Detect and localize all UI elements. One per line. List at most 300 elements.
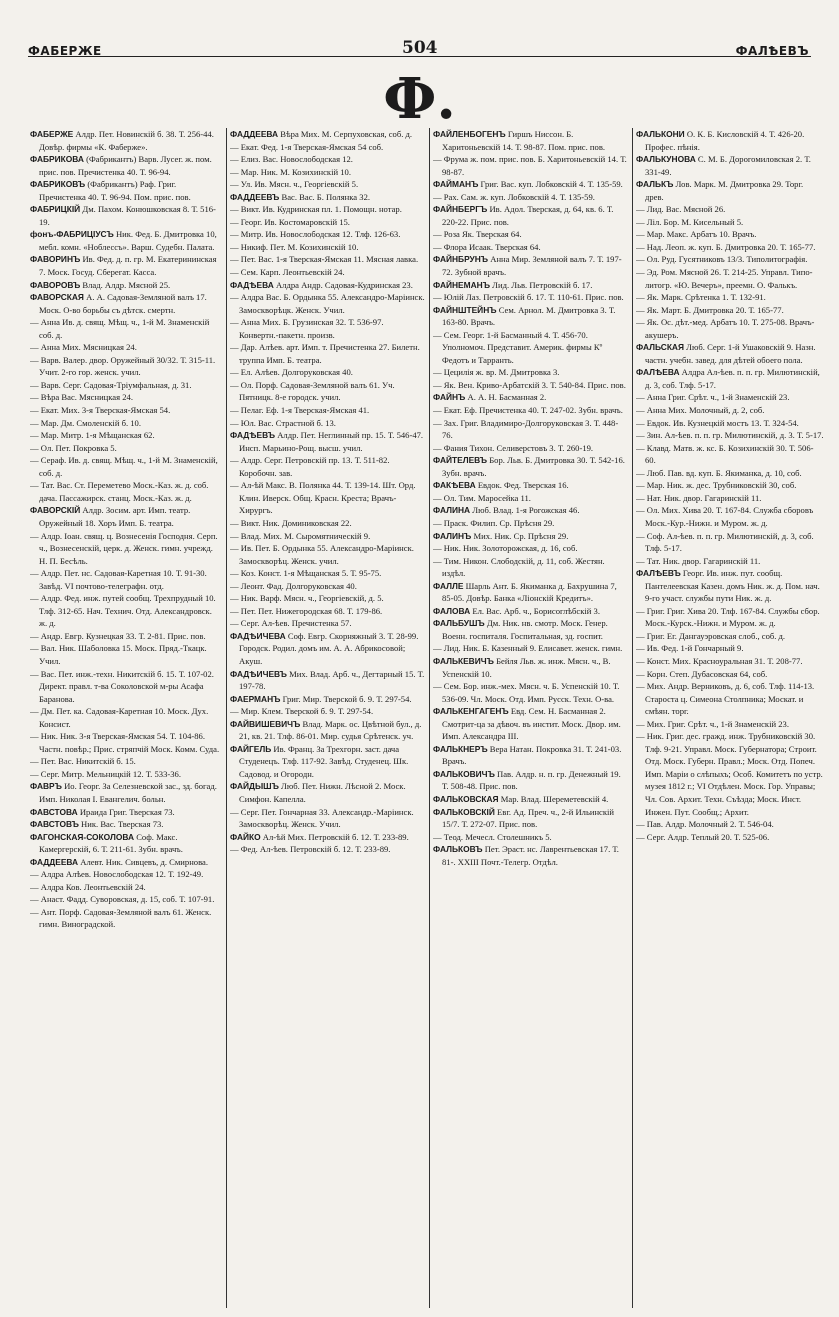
directory-entry: [636, 567, 824, 605]
directory-entry: [433, 291, 628, 304]
entry-details: — Екат. Еф. Пречистенка 40. Т. 247-02. Зубн. врачъ.: [433, 405, 623, 416]
entry-details: — Вал. Ник. Шаболовка 15. Моск. Пряд.-Ткацк. Учил.: [30, 643, 207, 666]
entry-details: — Вѣра Вас. Мясницкая 24.: [30, 392, 133, 403]
directory-entry: [433, 504, 628, 517]
directory-entry: [636, 304, 824, 317]
directory-entry: [433, 530, 628, 543]
directory-entry: [30, 705, 222, 730]
directory-entry: [30, 906, 222, 931]
directory-entry: [433, 555, 628, 580]
entry-details: — Леонт. Фад. Долгоруковская 40.: [230, 580, 357, 591]
directory-entry: [30, 279, 222, 292]
directory-entry: [636, 228, 824, 241]
directory-entry: [433, 228, 628, 241]
directory-entry: [433, 705, 628, 743]
entry-details: — Юл. Вас. Страстной б. 13.: [230, 417, 336, 428]
directory-entry: [230, 166, 425, 179]
directory-entry: [230, 291, 425, 316]
directory-entry: [636, 642, 824, 655]
entry-surname: ФАЙМАНЪ: [433, 179, 479, 190]
entry-details: Анна Мир. Земляной валъ 7. Т. 197-72. Зубной врачъ.: [442, 254, 622, 278]
entry-surname: ФАБРИЦКІЙ: [30, 204, 81, 215]
entry-details: Ио. Георг. За Селезневской зас., зд. богад. Имп. Николая I. Евангелич. больн.: [39, 781, 217, 804]
running-head-right: ФАЛѢЕВЪ: [735, 44, 809, 58]
directory-entry: [433, 454, 628, 479]
entry-details: Соф. Евгр. Скорняжный 3. Т. 28-99. Городск. Родил. домъ им. А. А. Абрикосовой; Акуш.: [239, 630, 419, 666]
directory-entry: [636, 417, 824, 430]
entry-details: — Евдок. Ив. Кузнецкій мостъ 13. Т. 324-54.: [636, 417, 799, 428]
directory-entry: [230, 429, 425, 454]
directory-entry: [30, 253, 222, 278]
entry-surname: ФАЙНЕМАНЪ: [433, 279, 490, 290]
entry-surname: ФАЛЬКЕВИЧЪ: [433, 655, 494, 666]
entry-details: — Варв. Валер. двор. Оружейный 30/32. Т. 315-11. Учит. 2-го гор. женск. учил.: [30, 354, 216, 378]
directory-entry: [433, 203, 628, 228]
directory-entry: [230, 743, 425, 781]
directory-entry: [433, 279, 628, 292]
directory-entry: [30, 379, 222, 392]
directory-entry: [230, 592, 425, 605]
directory-entry: [636, 253, 824, 266]
entry-details: Мар. Влад. Шереметевскій 4.: [500, 793, 609, 804]
directory-entry: [230, 216, 425, 229]
directory-entry: [433, 479, 628, 492]
directory-entry: [30, 454, 222, 479]
entry-details: — Алдра Алѣев. Новослободская 12. Т. 192-49.: [30, 869, 204, 880]
entry-details: — Роза Як. Тверская 64.: [433, 229, 522, 240]
entry-details: Лов. Марк. М. Дмитровка 29. Торг. древ.: [645, 179, 804, 202]
directory-entry: [30, 128, 222, 153]
entry-details: А. А. Садовая-Земляной валъ 17. Моск. О-во борьбы съ дѣтск. смертн.: [39, 292, 207, 315]
entry-surname: ФАВОРСКАЯ: [30, 292, 84, 303]
entry-details: — Викт. Ник. Доминиковская 22.: [230, 517, 352, 528]
page-header: [0, 34, 839, 56]
entry-surname: ФАЛЬКНЕРЪ: [433, 743, 488, 754]
directory-entry: [433, 793, 628, 806]
directory-entry: [433, 442, 628, 455]
entry-details: О. К. Б. Кисловскій 4. Т. 426-20. Профес. пѣнія.: [645, 129, 805, 152]
entry-details: — Мар. Ник. ж. дес. Трубниковскій 30, соб.: [636, 480, 797, 491]
directory-entry: [636, 203, 824, 216]
entry-surname: ФАДДЕЕВА: [30, 856, 79, 867]
entry-details: — Праск. Филип. Ср. Прѣсня 29.: [433, 517, 555, 528]
directory-entry: [636, 630, 824, 643]
entry-details: Мих. Влад. Арб. ч., Дегтарный 15. Т. 197-78.: [239, 668, 425, 692]
directory-entry: [230, 668, 425, 693]
directory-entry: [636, 718, 824, 731]
directory-entry: [30, 354, 222, 379]
entry-surname: ФАЙГЕЛЬ: [230, 743, 272, 754]
directory-entry: [230, 580, 425, 593]
entry-surname: ФАВОРИНЪ: [30, 254, 81, 265]
entry-details: Люб. Пет. Нижн. Лѣсной 2. Моск. Симфон. Капелла.: [239, 781, 406, 804]
directory-entry: [30, 630, 222, 643]
entry-details: — Григ. Ег. Дангауэровская слоб., соб. д.: [636, 630, 786, 641]
entry-surname: ФАДДЕЕВА: [230, 129, 279, 139]
directory-entry: [30, 567, 222, 592]
directory-entry: [230, 379, 425, 404]
directory-entry: [636, 831, 824, 844]
directory-entry: [230, 266, 425, 279]
directory-entry: [636, 442, 824, 467]
entry-details: — Пав. Алдр. Молочный 2. Т. 546-04.: [636, 819, 774, 830]
directory-entry: [636, 429, 824, 442]
directory-entry: [636, 316, 824, 341]
entry-details: Соф. Макс. Камергерскій, 6. Т. 211-61. Зубн. врачъ.: [39, 831, 183, 855]
directory-entry: [433, 492, 628, 505]
directory-entry: [30, 530, 222, 568]
column-2: [230, 128, 425, 1303]
entry-details: — Анна Мих. Мясницкая 24.: [30, 342, 137, 353]
entry-details: Бейля Льв. ж. инж. Мясн. ч., В. Успенскій 10.: [442, 655, 611, 679]
directory-entry: [230, 605, 425, 618]
entry-details: Влад. Алдр. Мясной 25.: [82, 279, 171, 290]
directory-entry: [433, 806, 628, 831]
entry-details: — Ник. Ник. 3-я Тверская-Ямская 54. Т. 104-86. Частн. повѣр.; Прис. стряпчій Моск. Комм. Суда.: [30, 731, 220, 754]
entry-surname: ФАЕРМАНЪ: [230, 693, 281, 704]
entry-details: — Ол. Тим. Маросейка 11.: [433, 492, 531, 503]
directory-entry: [230, 806, 425, 831]
entry-details: — Екат. Мих. 3-я Тверская-Ямская 54.: [30, 405, 171, 416]
directory-entry: [636, 680, 824, 718]
entry-details: — Георг. Ив. Костомаровскій 15.: [230, 216, 350, 227]
entry-details: — Як. Марк. Срѣтенка 1. Т. 132-91.: [636, 292, 766, 303]
entry-details: — Теод. Мечесл. Столешникъ 5.: [433, 831, 552, 842]
entry-details: — Ул. Ив. Мясн. ч., Георгіевскій 5.: [230, 179, 359, 190]
entry-details: — Ол. Мих. Хива 20. Т. 167-84. Служба сборовъ Моск.-Кур.-Нижн. и Муром. ж. д.: [636, 505, 814, 528]
entry-surname: ФАЛЬКОНИ: [636, 129, 685, 139]
directory-entry: [30, 755, 222, 768]
directory-entry: [30, 881, 222, 894]
entry-details: — Ант. Порф. Садовая-Земляной валъ 61. Женск. гимн. Виноградской.: [30, 906, 212, 930]
directory-entry: [433, 680, 628, 705]
entry-details: Вера Натан. Покровка 31. Т. 241-03. Врачъ.: [442, 743, 622, 767]
entry-details: — Як. Март. Б. Дмитровка 20. Т. 165-77.: [636, 304, 784, 315]
entry-surname: ФАЙЛЕНБОГЕНЪ: [433, 129, 506, 139]
entry-details: Алдра Ал-ѣев. п. п. гр. Милютинскій, д. 3, соб. Тлф. 5-17.: [645, 367, 820, 390]
directory-entry: [30, 404, 222, 417]
directory-entry: [636, 655, 824, 668]
directory-entry: [230, 241, 425, 254]
entry-details: — Анна Ив. д. свящ. Мѣщ. ч., 1-й М. Знаменскій соб. д.: [30, 317, 210, 340]
entry-details: — Эд. Ром. Мясной 26. Т. 214-25. Управл. Типо-литогр. «Ю. Вечеръ», преемн. О. Фалькъ.: [636, 267, 813, 290]
directory-entry: [230, 530, 425, 543]
directory-entry: [230, 542, 425, 567]
entry-details: — Сераф. Ив. д. свящ. Мѣщ. ч., 1-й М. Знаменскій, соб. д.: [30, 455, 218, 478]
entry-surname: ФАВСТОВЪ: [30, 819, 79, 830]
entry-surname: ФАЛЬКОВСКАЯ: [433, 793, 499, 804]
entry-surname: ФАЛЬКОВЪ: [433, 844, 483, 855]
directory-entry: [636, 216, 824, 229]
directory-entry: [230, 203, 425, 216]
directory-entry: [30, 818, 222, 831]
directory-entry: [230, 617, 425, 630]
entry-surname: ФАЛИНА: [433, 505, 471, 516]
entry-details: Ал-ѣй Мих. Петровскій б. 12. Т. 233-89.: [262, 831, 409, 842]
entry-surname: ФАЙДЫШЪ: [230, 781, 279, 792]
directory-entry: [433, 655, 628, 680]
entry-details: — Серг. Ал-ѣев. Пречистенка 57.: [230, 618, 352, 629]
entry-details: — Ник. Ник. Золоторожская, д. 16, соб.: [433, 543, 578, 554]
entry-details: — Ол. Руд. Гусятниковъ 13/3. Типолитографія.: [636, 254, 808, 265]
entry-surname: ФАДѢЕВА: [230, 279, 274, 290]
entry-details: Лид. Льв. Петровскій б. 17.: [492, 279, 593, 290]
directory-entry: [636, 341, 824, 366]
entry-surname: ФАЛЬКОВСКІЙ: [433, 806, 495, 817]
entry-surname: ФАБЕРЖЕ: [30, 129, 74, 139]
entry-details: — Алдр. Іоан. свящ. ц. Вознесенія Господня. Серп. ч., Вознесенскій, церк. д. Женск. гимн. учрежд. Н. П. Бесѣль.: [30, 530, 218, 566]
entry-details: — Пет. Вас. 1-я Тверская-Ямская 11. Мясная лавка.: [230, 254, 419, 265]
directory-entry: [433, 580, 628, 605]
directory-entry: [636, 391, 824, 404]
entry-details: — Алдра Ков. Леонтьевскій 24.: [30, 881, 146, 892]
entry-details: — Григ. Григ. Хива 20. Тлф. 167-84. Службы сбор. Моск.-Курск.-Нижн. и Муром. ж. д.: [636, 605, 820, 629]
entry-details: Дм. Ник. нв. смотр. Моск. Генер. Военн. госпиталя. Госпитальная, зд. госпит.: [442, 618, 608, 641]
entry-details: — Варв. Серг. Садовая-Тріумфальная, д. 31.: [30, 379, 192, 390]
entry-details: — Цецилія ж. вр. М. Дмитровка 3.: [433, 367, 560, 378]
entry-details: Алдр. Пет. Новинскій б. 38. Т. 256-44. Довѣр. фирмы «К. Фаберже».: [39, 129, 214, 152]
column-3: [433, 128, 628, 1303]
directory-entry: [30, 831, 222, 856]
entry-surname: ФАДѢИЧЕВЪ: [230, 668, 287, 679]
directory-entry: [433, 379, 628, 392]
entry-details: — Алдр. Пет. нс. Садовая-Каретная 10. Т. 91-30. Завѣд. VI почтово-телеграфн. отд.: [30, 568, 207, 591]
entry-details: — Анна Григ. Срѣт. ч., 1-й Знаменскій 23.: [636, 392, 790, 403]
directory-entry: [230, 417, 425, 430]
directory-entry: [230, 780, 425, 805]
entry-details: Люб. Влад. 1-я Рогожская 46.: [472, 505, 580, 516]
entry-surname: ФАЛЬКЪ: [636, 179, 674, 190]
directory-entry: [230, 153, 425, 166]
directory-entry: [230, 316, 425, 341]
directory-entry: [30, 429, 222, 442]
page-number: 504: [402, 38, 438, 58]
directory-entry: [433, 617, 628, 642]
directory-entry: [30, 417, 222, 430]
entry-surname: ФАЛОВА: [433, 605, 471, 616]
entry-details: Алдр. Зосим. арт. Имп. театр. Оружейный 18. Хоръ Имп. Б. театра.: [39, 505, 191, 528]
directory-entry: [433, 417, 628, 442]
entry-details: — Фания Тихон. Селиверстовъ 3. Т. 260-19.: [433, 442, 594, 453]
entry-details: — Нат. Ник. двор. Гагаринскій 11.: [636, 492, 762, 503]
entry-details: — Вас. Пет. инж.-техн. Никитскій б. 15. Т. 107-02. Директ. правл. т-ва Соколовской м-ры Асафа Баранова.: [30, 668, 214, 704]
entry-details: — Андр. Евгр. Кузнецкая 33. Т. 2-81. Прис. пов.: [30, 630, 206, 641]
entry-details: — Влад. Мих. М. Сыромятническій 9.: [230, 530, 371, 541]
entry-details: Сем. Арнол. М. Дмитровка 3. Т. 163-80. Врачъ.: [442, 304, 616, 328]
directory-entry: [30, 504, 222, 529]
directory-entry: [30, 768, 222, 781]
directory-entry: [636, 178, 824, 203]
entry-surname: ФАЛЬБУШЪ: [433, 618, 485, 629]
directory-entry: [433, 128, 628, 153]
entry-details: С. М. Б. Дорогомиловская 2. Т. 331-49.: [645, 154, 811, 177]
directory-entry: [636, 504, 824, 529]
directory-entry: [230, 228, 425, 241]
entry-surname: ФАКѢЕВА: [433, 480, 476, 491]
entry-details: Влад. Марк. ос. Цвѣтной бул., д. 21, кв. 21. Тлф. 86-01. Мир. судья Срѣтенск. уч.: [239, 718, 422, 742]
entry-details: — Мих. Андр. Верниковъ, д. 6, соб. Тлф. 114-13. Староста ц. Симеона Столпника; Москат. и смѣян. торг.: [636, 681, 815, 717]
entry-details: — Алдра Вас. Б. Ордынка 55. Александро-Маріинск. Замоскворѣцк. Женск. Учил.: [230, 292, 425, 315]
directory-entry: [230, 454, 425, 479]
entry-details: (Фабрикантъ) Варв. Лусег. ж. пом. прис. пов. Пречистенка 40. Т. 96-94.: [39, 154, 212, 177]
entry-surname: ФАВОРСКІЙ: [30, 505, 81, 516]
directory-entry: [433, 191, 628, 204]
directory-entry: [636, 479, 824, 492]
directory-entry: [30, 178, 222, 203]
entry-details: — Люб. Пав. вд. куп. Б. Якиманка, д. 10, соб.: [636, 467, 802, 478]
entry-details: — Лид. Вас. Мясной 26.: [636, 204, 726, 215]
entry-surname: ФАБРИКОВЪ: [30, 179, 86, 190]
directory-entry: [230, 404, 425, 417]
entry-details: Ив. Адол. Тверская, д. 64, кв. 6. Т. 220-22. Прис. пов.: [442, 204, 614, 227]
directory-entry: [636, 467, 824, 480]
entry-details: — Ол. Пет. Покровка 5.: [30, 442, 117, 453]
directory-entry: [30, 806, 222, 819]
directory-entry: [230, 843, 425, 856]
entry-details: (Фабрикантъ) Раф. Григ. Пречистенка 40. Т. 96-94. Пом. прис. пов.: [39, 179, 191, 202]
directory-entry: [433, 153, 628, 178]
directory-entry: [230, 141, 425, 154]
entry-details: — Анаст. Фадд. Суворовская, д. 15, соб. Т. 107-91.: [30, 894, 215, 905]
directory-entry: [30, 228, 222, 253]
entry-details: — Анна Мих. Б. Грузинская 32. Т. 536-97. Конвертн.-пакетн. произв.: [230, 317, 384, 340]
entry-surname: ФАЙНЪ: [433, 392, 466, 403]
directory-entry: [636, 492, 824, 505]
entry-details: — Мих. Григ. Срѣт. ч., 1-й Знаменскій 23.: [636, 718, 789, 729]
entry-surname: ФАЙТЕЛЕВЪ: [433, 455, 488, 466]
directory-entry: [230, 253, 425, 266]
entry-details: Григ. Мир. Тверской б. 9. Т. 297-54.: [282, 693, 412, 704]
entry-details: — Дар. Алѣев. арт. Имп. т. Пречистенка 27. Билетн. труппа Имп. Б. театра.: [230, 342, 420, 365]
entry-details: — Ив. Пет. Б. Ордынка 55. Александро-Маріинск. Замоскворѣц. Женск. учил.: [230, 543, 414, 566]
entry-details: Пав. Алдр. н. п. гр. Денежный 19. Т. 508-48. Прис. пов.: [442, 768, 621, 792]
directory-entry: [433, 831, 628, 844]
column-4: [636, 128, 824, 1303]
directory-entry: [30, 868, 222, 881]
directory-entry: [433, 517, 628, 530]
directory-entry: [30, 442, 222, 455]
entry-surname: ФАЛѢЕВА: [636, 367, 680, 378]
directory-entry: [230, 705, 425, 718]
entry-details: — Флора Исаак. Тверская 64.: [433, 241, 541, 252]
directory-entry: [433, 843, 628, 868]
entry-details: — Мар. Митр. 1-я Мѣщанская 62.: [30, 430, 155, 441]
directory-entry: [30, 856, 222, 869]
entry-details: — Ник. Варф. Мясн. ч., Георгіевскій, д. 5.: [230, 593, 384, 604]
entry-details: — Елиз. Вас. Новослободская 12.: [230, 154, 353, 165]
entry-details: Евд. Сем. Н. Басманная 2. Смотрит-ца за дѣвоч. въ инстит. Моск. Двор. им. Имп. Александра III.: [442, 706, 621, 742]
directory-columns: [30, 128, 824, 1303]
entry-details: — Ив. Фед. 1-й Гончарный 9.: [636, 643, 744, 654]
entry-details: Мих. Ник. Ср. Прѣсня 29.: [473, 530, 569, 541]
entry-details: — Корн. Степ. Дубасовская 64, соб.: [636, 668, 768, 679]
directory-entry: [636, 291, 824, 304]
entry-details: — Алдр. Серг. Петровскій пр. 13. Т. 511-82. Коробочн. зав.: [230, 455, 390, 478]
directory-entry: [30, 780, 222, 805]
directory-entry: [230, 718, 425, 743]
entry-surname: ФАЛЬКУНОВА: [636, 154, 696, 165]
entry-surname: ФАВОРОВЪ: [30, 279, 81, 290]
directory-entry: [30, 730, 222, 755]
directory-entry: [433, 642, 628, 655]
directory-entry: [433, 391, 628, 404]
entry-details: — Фрума ж. пом. прис. пов. Б. Харитоньевскій 14. Т. 98-87.: [433, 154, 627, 177]
directory-entry: [230, 128, 425, 141]
entry-details: — Фед. Ал-ѣев. Петровскій б. 12. Т. 233-89.: [230, 844, 391, 855]
directory-entry: [636, 668, 824, 681]
entry-details: — Пелаг. Еф. 1-я Тверская-Ямская 41.: [230, 405, 370, 416]
entry-surname: ФАДѢЕВЪ: [230, 430, 276, 441]
entry-details: — Ол. Порф. Садовая-Земляной валъ 61. Уч. Пятницк. 8-е городск. учил.: [230, 379, 395, 403]
entry-surname: ФАЙКО: [230, 831, 261, 842]
header-rule: [28, 56, 811, 57]
entry-surname: ФАЛЬКОВИЧЪ: [433, 768, 495, 779]
directory-entry: [30, 642, 222, 667]
directory-entry: [230, 341, 425, 366]
entry-details: — Мир. Клем. Тверской б. 9. Т. 297-54.: [230, 706, 374, 717]
directory-entry: [433, 178, 628, 191]
entry-details: — Тим. Никон. Слободскій, д. 11, соб. Жестян. издѣл.: [433, 555, 605, 579]
entry-details: — Рах. Сам. ж. куп. Лобковскій 4. Т. 135-59.: [433, 191, 595, 202]
directory-entry: [230, 191, 425, 204]
entry-details: А. А. Н. Басманная 2.: [467, 392, 547, 403]
entry-details: — Екат. Фед. 1-я Тверская-Ямская 54 соб.: [230, 141, 384, 152]
entry-details: — Ал-ѣй Макс. В. Полянка 44. Т. 139-14. Шт. Орд. Клин. Иверск. Общ. Красн. Креста; Врачъ-Хирургъ.: [230, 480, 416, 516]
entry-details: — Мар. Макс. Арбатъ 10. Врачъ.: [636, 229, 757, 240]
entry-details: — Серг. Алдр. Теплый 20. Т. 525-06.: [636, 831, 770, 842]
entry-surname: ФАВСТОВА: [30, 806, 78, 817]
entry-surname: ФАЛЬКЕНГАГЕНЪ: [433, 706, 509, 717]
directory-entry: [30, 203, 222, 228]
directory-entry: [230, 831, 425, 844]
directory-entry: [30, 391, 222, 404]
entry-details: Дм. Пахом. Конюшковская 8. Т. 516-19.: [39, 204, 216, 227]
entry-details: — Сем. Карп. Леонтьевскій 24.: [230, 267, 345, 278]
entry-details: Георг. Ив. инж. пут. сообщ. Пантелеевская Казен. домъ Ник. ж. д. Пом. нач. 9-го участ. службы пути Ник. ж. д.: [645, 568, 820, 604]
directory-entry: [636, 530, 824, 555]
entry-details: — Коз. Конст. 1-я Мѣщанская 5. Т. 95-75.: [230, 568, 382, 579]
entry-surname: ФАЙНБРУНЪ: [433, 254, 489, 265]
entry-surname: ФАДѢИЧЕВА: [230, 630, 286, 641]
directory-entry: [433, 404, 628, 417]
entry-details: — Як. Ос. дѣт.-мед. Арбатъ 10. Т. 275-08. Врачъ-акушеръ.: [636, 317, 815, 340]
directory-entry: [636, 266, 824, 291]
directory-entry: [433, 743, 628, 768]
directory-entry: [636, 366, 824, 391]
directory-entry: [636, 128, 824, 153]
directory-entry: [30, 291, 222, 316]
entry-details: Алдр. Пет. Неглинный пр. 15. Т. 546-47. Инсп. Марьино-Рощ. высш. учил.: [239, 430, 424, 453]
entry-details: — Мар. Дм. Смоленскій б. 10.: [30, 417, 141, 428]
directory-entry: [230, 567, 425, 580]
entry-details: — Як. Вен. Криво-Арбатскій 3. Т. 540-84. Прис. пов.: [433, 379, 626, 390]
entry-surname: ФАЙВИШЕВИЧЪ: [230, 718, 301, 729]
entry-details: — Мар. Ник. М. Козихинскій 10.: [230, 166, 351, 177]
entry-details: — Анна Мих. Молочный, д. 2, соб.: [636, 405, 765, 416]
entry-details: — Над. Леоп. ж. куп. Б. Дмитровка 20. Т. 165-77.: [636, 241, 816, 252]
directory-entry: [230, 479, 425, 517]
entry-details: Алдра Андр. Садовая-Кудринская 23.: [275, 279, 413, 290]
directory-entry: [433, 304, 628, 329]
directory-entry: [230, 366, 425, 379]
entry-surname: ФАЛИНЪ: [433, 530, 472, 541]
entry-details: Бор. Льв. Б. Дмитровка 30. Т. 542-16. Зубн. врачъ.: [442, 455, 625, 478]
entry-surname: фонъ-ФАБРИЦІУСЪ: [30, 229, 114, 240]
entry-details: Шарль Ант. Б. Якиманка д. Бахрушина 7, 85-05. Довѣр. Банка «Ліонскій Кредитъ».: [442, 580, 617, 604]
entry-surname: ФАВРЪ: [30, 781, 62, 792]
entry-surname: ФАЙНШТЕЙНЪ: [433, 304, 497, 315]
entry-details: — Клавд. Матв. ж. кс. Б. Козихинскій 30. Т. 506-60.: [636, 442, 814, 466]
